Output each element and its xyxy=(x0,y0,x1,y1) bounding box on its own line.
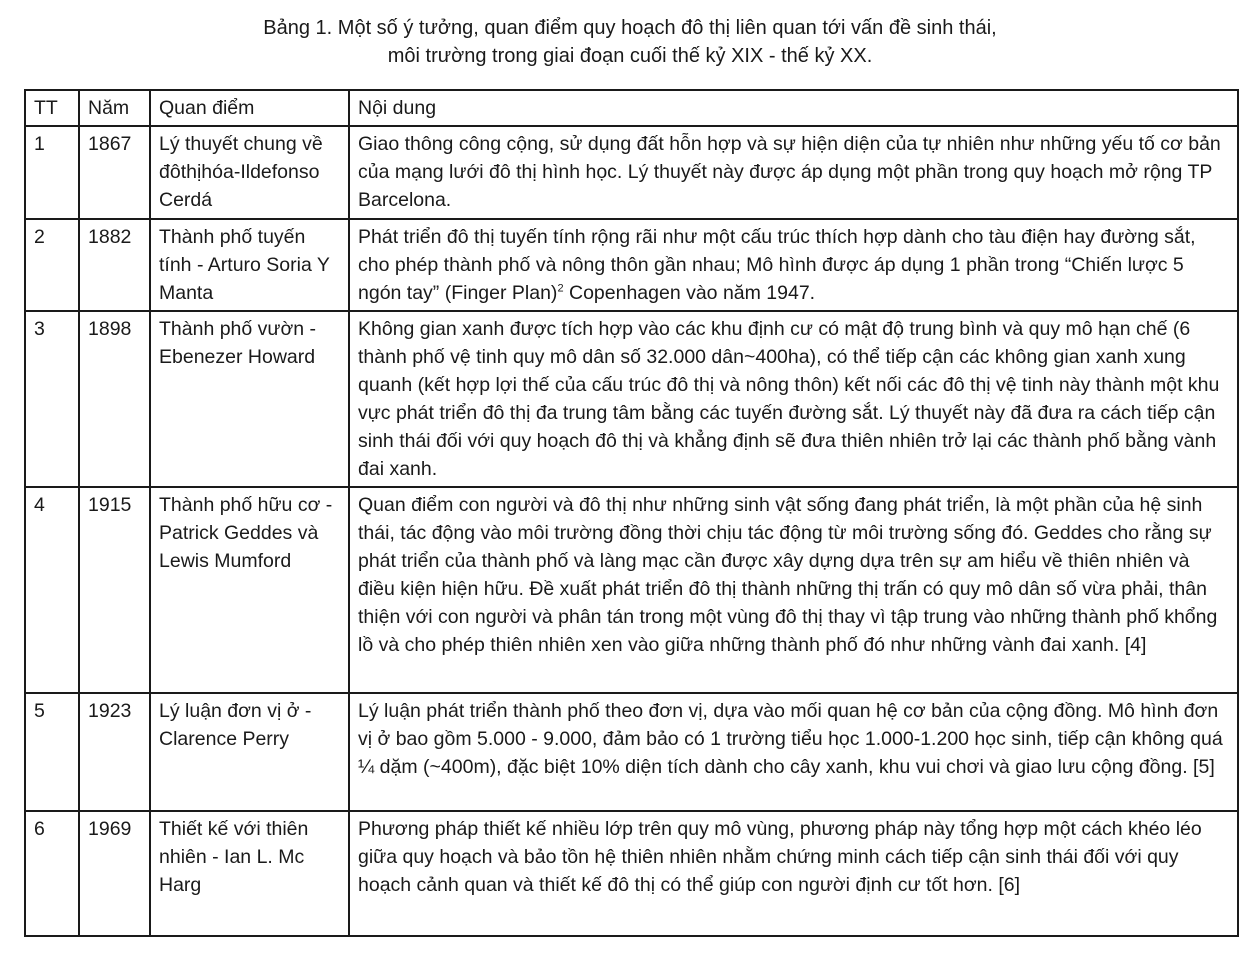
cell-content: Lý luận phát triển thành phố theo đơn vị, dựa vào mối quan hệ cơ bản của cộng đồng. Mô hình đơn vị ở bao gồm 5.000 - 9.000, đảm bảo có 1 trường tiểu học 1.000-1.200 học sinh, tiếp cận không quá ¼ dặm (~400m), đặc biệt 10% diện tích dành cho cây xanh, khu vui chơi và giao lưu cộng đồng. [5] xyxy=(349,693,1238,811)
cell-viewpoint: Thiết kế với thiên nhiên - Ian L. Mc Harg xyxy=(150,811,349,936)
caption-line-1: Bảng 1. Một số ý tưởng, quan điểm quy hoạch đô thị liên quan tới vấn đề sinh thái, xyxy=(263,17,997,39)
cell-content: Quan điểm con người và đô thị như những sinh vật sống đang phát triển, là một phần của hệ sinh thái, tác động vào môi trường đồng thời chịu tác động từ môi trường sống đó. Geddes cho rằng sự phát triển của thành phố và làng mạc cần được xây dựng dựa trên sự am hiểu về thiên nhiên và điều kiện hiện hữu. Đề xuất phát triển đô thị thành những thị trấn có quy mô dân số vừa phải, thân thiện với con người và phân tán trong một vùng đô thị thay vì tập trung vào những thành phố khổng lồ và cho phép thiên nhiên xen vào giữa những thành phố đó như những vành đai xanh. [4] xyxy=(349,487,1238,693)
cell-viewpoint: Thành phố vườn - Ebenezer Howard xyxy=(150,311,349,487)
ecology-urban-planning-table xyxy=(24,89,1239,937)
content-text: Phát triển đô thị tuyến tính rộng rãi như một cấu trúc thích hợp dành cho tàu điện hay đường sắt, cho phép thành phố và nông thôn gần nhau; Mô hình được áp dụng 1 phần trong “Chiến lược 5 ngón tay” (Finger Plan) xyxy=(358,226,1196,304)
cell-viewpoint: Thành phố tuyến tính - Arturo Soria Y Manta xyxy=(150,219,349,311)
table-row xyxy=(25,311,1238,487)
content-text-tail: Copenhagen vào năm 1947. xyxy=(563,282,816,304)
header-year: Năm xyxy=(79,90,150,126)
cell-year: 1923 xyxy=(79,693,150,811)
header-tt: TT xyxy=(25,90,79,126)
cell-viewpoint: Lý luận đơn vị ở - Clarence Perry xyxy=(150,693,349,811)
cell-tt: 6 xyxy=(25,811,79,936)
table-row xyxy=(25,487,1238,693)
cell-content: Phương pháp thiết kế nhiều lớp trên quy mô vùng, phương pháp này tổng hợp một cách khéo léo giữa quy hoạch và bảo tồn hệ thiên nhiên nhằm chứng minh cách tiếp cận sinh thái đối với quy hoạch cảnh quan và thiết kế đô thị có thể giúp con người định cư tốt hơn. [6] xyxy=(349,811,1238,936)
header-content: Nội dung xyxy=(349,90,1238,126)
cell-year: 1969 xyxy=(79,811,150,936)
cell-content xyxy=(349,219,1238,311)
cell-content: Không gian xanh được tích hợp vào các khu định cư có mật độ trung bình và quy mô hạn chế (6 thành phố vệ tinh quy mô dân số 32.000 dân~400ha), có thể tiếp cận các không gian xanh xung quanh (kết hợp lợi thế của cấu trúc đô thị và nông thôn) kết nối các đô thị vệ tinh này thành một khu vực phát triển đô thị đa trung tâm bằng các tuyến đường sắt. Lý thuyết này đã đưa ra cách tiếp cận sinh thái đối với quy hoạch đô thị và khẳng định sẽ đưa thiên nhiên trở lại các thành phố bằng vành đai xanh. xyxy=(349,311,1238,487)
cell-year: 1882 xyxy=(79,219,150,311)
table-caption xyxy=(0,14,1260,70)
table-row xyxy=(25,811,1238,936)
table-row xyxy=(25,693,1238,811)
footnote-marker: 2 xyxy=(557,282,564,295)
cell-viewpoint: Lý thuyết chung về đôthịhóa-Ildefonso Cerdá xyxy=(150,126,349,219)
cell-tt: 5 xyxy=(25,693,79,811)
header-viewpoint: Quan điểm xyxy=(150,90,349,126)
cell-tt: 4 xyxy=(25,487,79,693)
cell-year: 1867 xyxy=(79,126,150,219)
table-row xyxy=(25,219,1238,311)
table-header-row xyxy=(25,90,1238,126)
cell-tt: 2 xyxy=(25,219,79,311)
cell-tt: 1 xyxy=(25,126,79,219)
cell-year: 1915 xyxy=(79,487,150,693)
cell-content: Giao thông công cộng, sử dụng đất hỗn hợp và sự hiện diện của tự nhiên như những yếu tố cơ bản của mạng lưới đô thị hình học. Lý thuyết này được áp dụng một phần trong quy hoạch mở rộng TP Barcelona. xyxy=(349,126,1238,219)
caption-line-2: môi trường trong giai đoạn cuối thế kỷ XIX - thế kỷ XX. xyxy=(387,45,873,67)
cell-tt: 3 xyxy=(25,311,79,487)
table-row xyxy=(25,126,1238,219)
cell-year: 1898 xyxy=(79,311,150,487)
cell-viewpoint: Thành phố hữu cơ - Patrick Geddes và Lewis Mumford xyxy=(150,487,349,693)
